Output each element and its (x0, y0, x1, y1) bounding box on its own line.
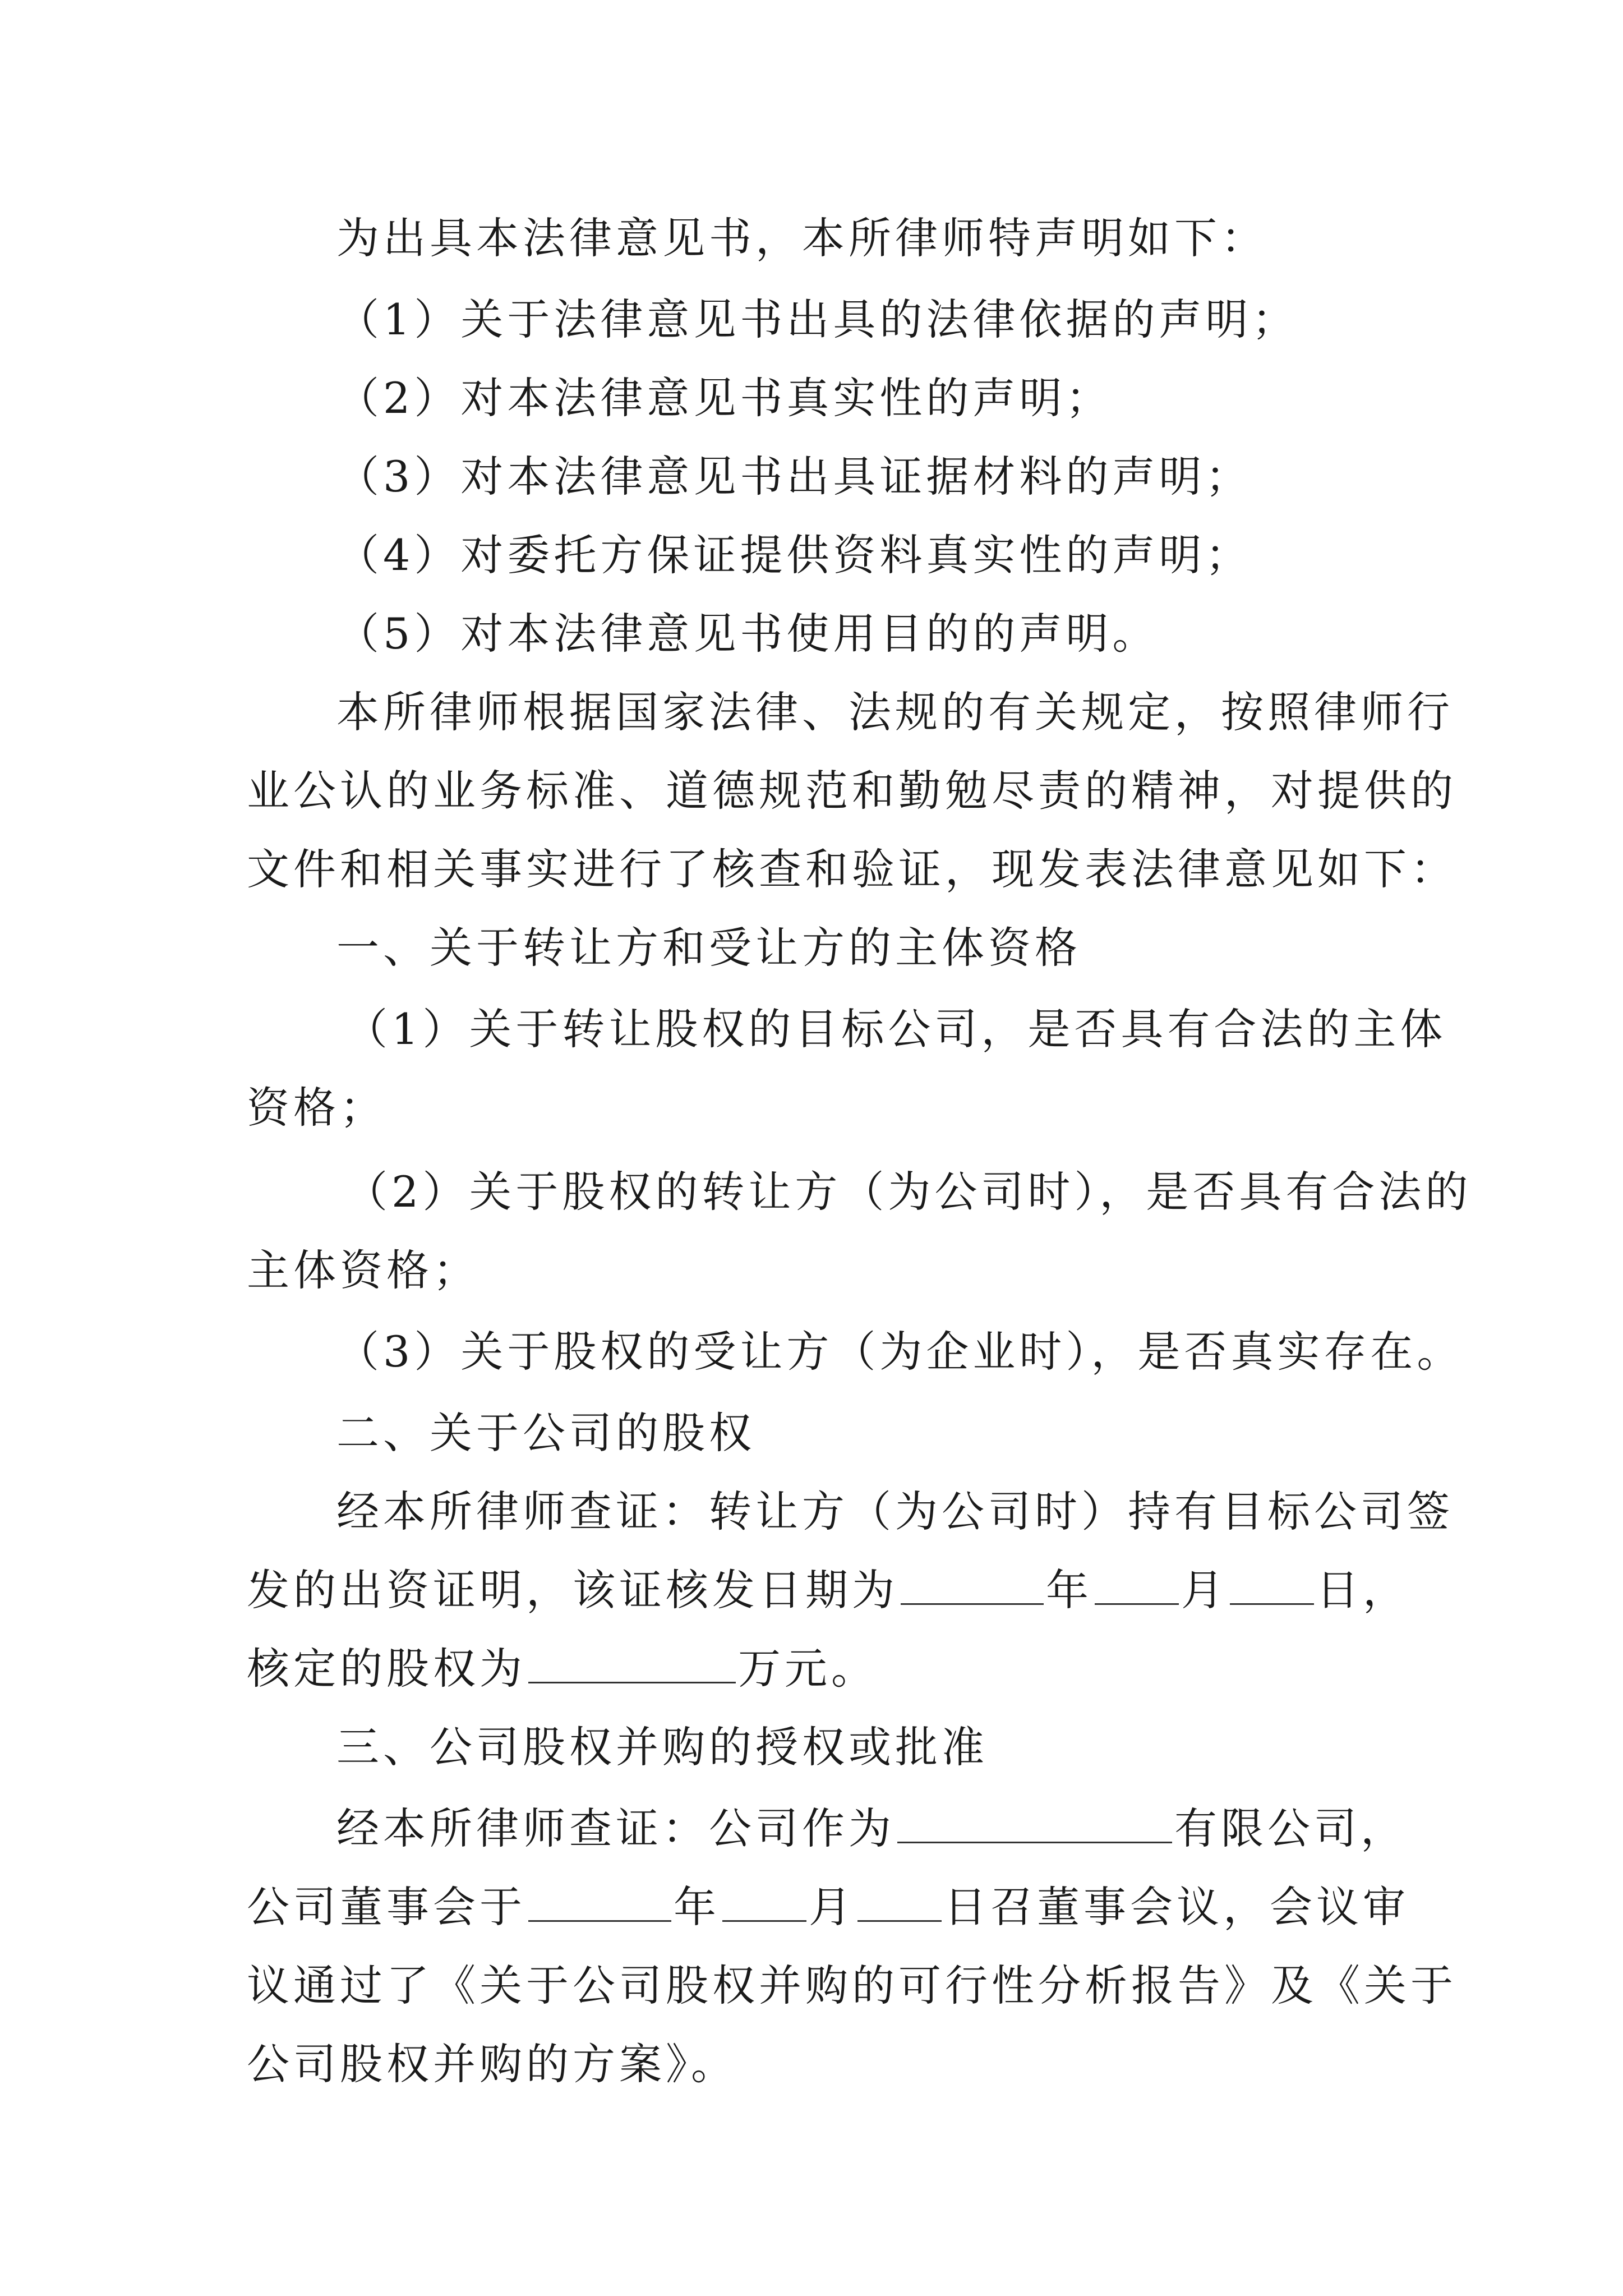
statement-2: （2）对本法律意见书真实性的声明； (336, 373, 1113, 423)
section-3-line-3: 议通过了《关于公司股权并购的可行性分析报告》及《关于 (247, 1961, 1457, 2010)
statement-4: （4）对委托方保证提供资料真实性的声明； (336, 530, 1252, 580)
intro-paragraph: 为出具本法律意见书，本所律师特声明如下： (336, 213, 1267, 263)
company-type-blank (897, 1807, 1172, 1843)
equity-amount-blank (528, 1647, 736, 1683)
section-1-item-1-line-2: 资格； (247, 1083, 386, 1133)
section-2-line-2: 发的出资证明，该证核发日期为 年 月 日， (247, 1565, 1409, 1615)
section-1-item-2-line-2: 主体资格； (247, 1245, 479, 1295)
section-3-line-1: 经本所律师查证：公司作为 有限公司， (336, 1803, 1407, 1853)
issue-day-blank (1230, 1568, 1314, 1605)
meeting-month-blank (722, 1885, 806, 1922)
section-3-heading: 三、公司股权并购的授权或批准 (336, 1722, 988, 1772)
section-1-item-2-line-1: （2）关于股权的转让方（为公司时），是否具有合法的 (345, 1167, 1472, 1217)
section-1-item-3: （3）关于股权的受让方（为企业时），是否真实存在。 (336, 1327, 1464, 1377)
section-2-line-3: 核定的股权为 万元。 (247, 1644, 878, 1694)
basis-paragraph-line-1: 本所律师根据国家法律、法规的有关规定，按照律师行 (336, 687, 1454, 737)
meeting-year-blank (528, 1885, 671, 1922)
statement-5: （5）对本法律意见书使用目的的声明。 (336, 609, 1159, 659)
statement-1: （1）关于法律意见书出具的法律依据的声明； (336, 295, 1299, 344)
section-1-heading: 一、关于转让方和受让方的主体资格 (336, 923, 1081, 973)
issue-year-blank (901, 1568, 1044, 1605)
section-2-line-1: 经本所律师查证：转让方（为公司时）持有目标公司签 (336, 1487, 1454, 1536)
section-1-item-1-line-1: （1）关于转让股权的目标公司，是否具有合法的主体 (345, 1004, 1447, 1054)
section-3-line-2: 公司董事会于 年 月 日召董事会议，会议审 (247, 1882, 1409, 1932)
section-2-heading: 二、关于公司的股权 (336, 1408, 755, 1458)
section-3-line-4: 公司股权并购的方案》。 (247, 2039, 737, 2089)
meeting-day-blank (857, 1885, 942, 1922)
issue-month-blank (1095, 1568, 1179, 1605)
basis-paragraph-line-2: 业公认的业务标准、道德规范和勤勉尽责的精神，对提供的 (247, 766, 1457, 816)
statement-3: （3）对本法律意见书出具证据材料的声明； (336, 452, 1252, 501)
basis-paragraph-line-3: 文件和相关事实进行了核查和验证，现发表法律意见如下： (247, 844, 1457, 894)
